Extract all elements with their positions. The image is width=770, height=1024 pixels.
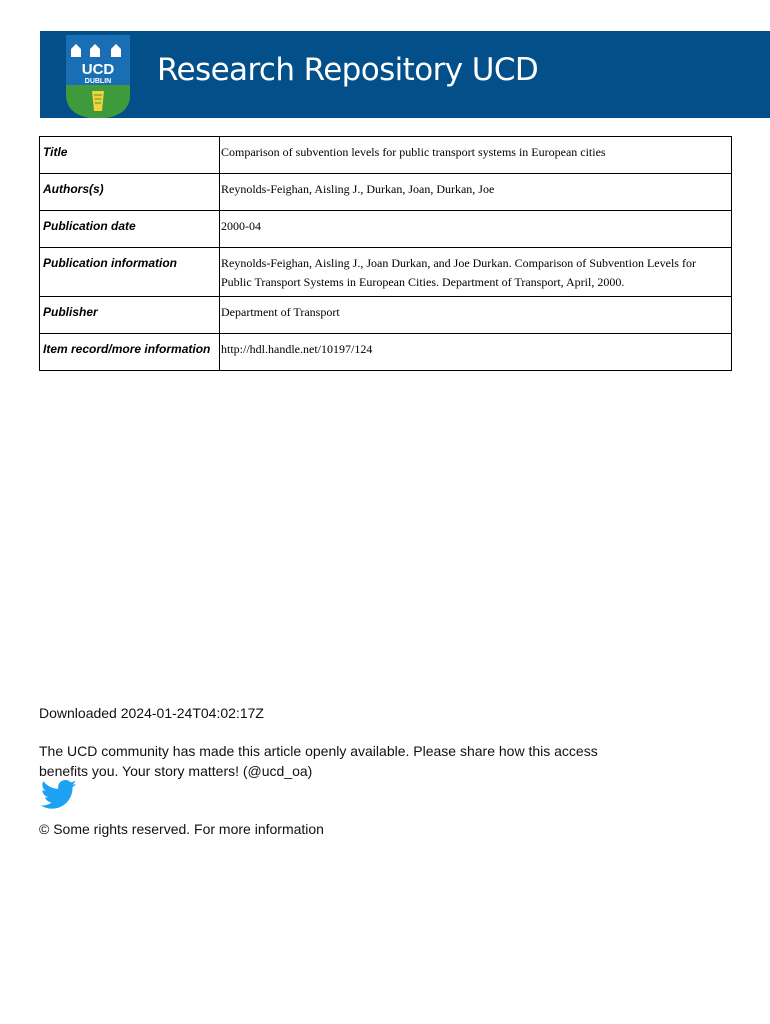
community-line: The UCD community has made this article openly available. Please share how this access (39, 743, 598, 759)
metadata-value: 2000-04 (220, 211, 732, 248)
metadata-label: Authors(s) (40, 174, 220, 211)
download-timestamp: Downloaded 2024-01-24T04:02:17Z (39, 705, 264, 721)
svg-text:DUBLIN: DUBLIN (84, 78, 112, 85)
citation-line: Reynolds-Feighan, Aisling J., Joan Durkan, and Joe Durkan. Comparison of Subvention Levels for (221, 256, 696, 270)
metadata-row-item-record (40, 334, 732, 371)
community-message (39, 741, 639, 781)
svg-text:UCD: UCD (81, 61, 115, 78)
repository-banner (40, 31, 770, 118)
metadata-row-publication-info (40, 248, 732, 297)
metadata-row-authors (40, 174, 732, 211)
citation-line: Public Transport Systems in European Cities. Department of Transport, April, 2000. (221, 275, 625, 289)
item-record-link[interactable]: http://hdl.handle.net/10197/124 (220, 334, 732, 371)
rights-notice[interactable]: © Some rights reserved. For more information (39, 821, 324, 837)
metadata-table (39, 136, 732, 371)
metadata-value (220, 248, 732, 297)
metadata-label: Publication date (40, 211, 220, 248)
metadata-label: Title (40, 137, 220, 174)
metadata-value: Department of Transport (220, 297, 732, 334)
metadata-label: Publication information (40, 248, 220, 297)
metadata-label: Item record/more information (40, 334, 220, 371)
metadata-row-publisher (40, 297, 732, 334)
metadata-label: Publisher (40, 297, 220, 334)
ucd-logo (66, 35, 130, 118)
metadata-row-date (40, 211, 732, 248)
metadata-value: Comparison of subvention levels for public transport systems in European cities (220, 137, 732, 174)
community-line[interactable]: benefits you. Your story matters! (@ucd_oa) (39, 763, 313, 779)
twitter-bird-icon[interactable] (40, 780, 78, 810)
repository-title: Research Repository UCD (157, 52, 539, 88)
metadata-row-title (40, 137, 732, 174)
metadata-value: Reynolds-Feighan, Aisling J., Durkan, Joan, Durkan, Joe (220, 174, 732, 211)
